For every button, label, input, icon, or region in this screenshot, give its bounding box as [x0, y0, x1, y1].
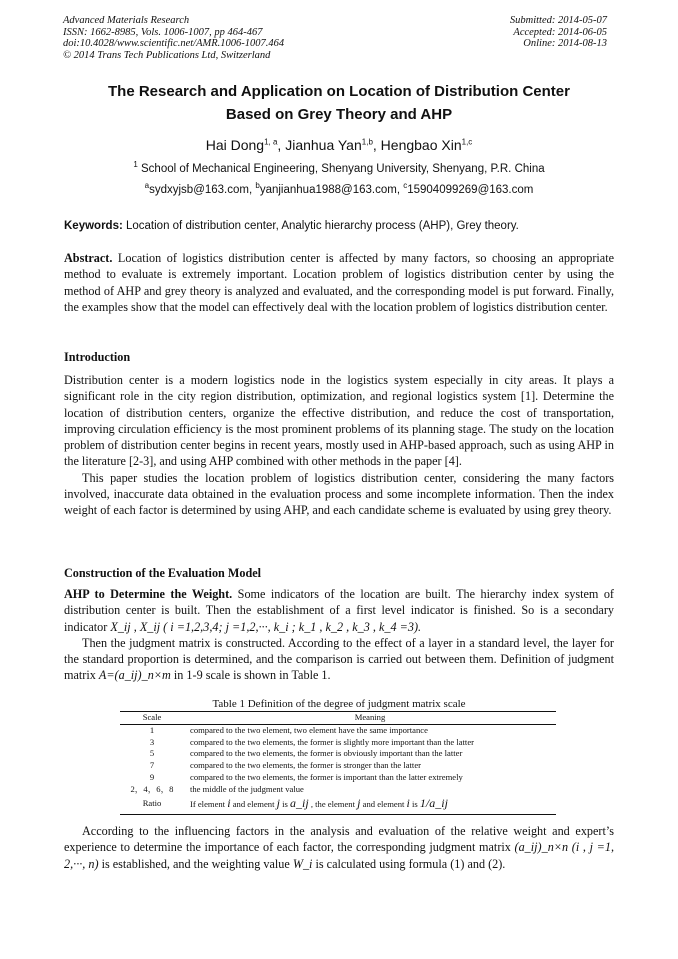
email-address: 15904099269@163.com — [407, 184, 534, 196]
closing-matrix-math: (a_ij)_n×n (i , j =1, 2,···, n) — [64, 840, 614, 871]
email-sup: a — [144, 181, 150, 191]
table-row — [120, 724, 556, 736]
ratio-var-j: j — [357, 795, 361, 810]
table-row — [120, 772, 556, 784]
ratio-var-j: j — [276, 795, 280, 810]
paper-title — [40, 80, 638, 126]
meaning-cell: compared to the two element, two element have the same importance — [190, 724, 428, 735]
scale-cell: 9 — [149, 771, 155, 782]
scale-cell: 1 — [149, 724, 155, 735]
abstract-text: Location of logistics distribution center is affected by many factors, so choosing an appropriate method to evaluate is extremely important. Location problem of logistics distribution center by using the method of AHP and grey theory is analyzed and evaluated, and the corresponding model is put forward. Finally, the examples show that the model can effectively deal with the location problem of logistics distribution center. — [64, 251, 614, 314]
meaning-cell — [184, 796, 556, 815]
date-submitted: Submitted: 2014-05-07 — [509, 15, 607, 26]
ratio-text: and element — [230, 798, 277, 809]
ahp-indicator-math: X_ij , X_ij ( i =1,2,3,4; j =1,2,···, k_i ; k_1 , k_2 , k_3 , k_4 =3). — [110, 619, 422, 634]
meaning-cell: compared to the two elements, the former is important than the latter extremely — [190, 771, 463, 782]
scale-cell: Ratio — [120, 796, 184, 815]
table-row — [120, 784, 556, 796]
meaning-cell: compared to the two elements, the former is stronger than the latter — [190, 760, 421, 771]
journal-doi: doi:10.4028/www.scientific.net/AMR.1006-1007.464 — [63, 38, 285, 50]
table-row — [120, 748, 556, 760]
author-name: Jianhua Yan — [285, 137, 362, 153]
judgment-tail: in 1-9 scale is shown in Table 1. — [170, 668, 331, 683]
affiliation — [40, 160, 638, 175]
ratio-text: and element — [360, 798, 407, 809]
author-name: Hai Dong — [205, 137, 265, 153]
scale-cell: 2，4，6，8 — [130, 783, 174, 794]
author-name: Hengbao Xin — [380, 137, 462, 153]
construction-heading: Construction of the Evaluation Model — [64, 566, 262, 580]
table-row — [120, 760, 556, 772]
email-list: $^a$sydxyjsb@163.com, $^b$yanjianhua1988@163.com, $^c$15904099269@163.com — [144, 181, 534, 196]
introduction-body — [64, 372, 614, 519]
ratio-text: is — [409, 798, 420, 809]
scale-table — [120, 711, 556, 815]
abstract — [64, 250, 614, 315]
scale-cell: 7 — [149, 760, 155, 771]
judgment-text: Then the judgment matrix is constructed. According to the effect of a layer in a standard level, the layer for the standard proportion is determined, and the comparison is carried out between them. Definition of judgment matrix — [64, 635, 614, 683]
journal-info — [63, 15, 284, 61]
email-sup: b — [255, 181, 260, 191]
meaning-cell: compared to the two elements, the former is slightly more important than the latter — [190, 736, 474, 747]
affiliation-text: School of Mechanical Engineering, Shenyang University, Shenyang, P.R. China — [141, 163, 545, 175]
scale-cell: 3 — [149, 736, 155, 747]
intro-paragraph-2: This paper studies the location problem of logistics distribution center, considering the many factors involved, inaccurate data obtained in the evaluation process and some incomplete information. Then the index weight of each factor is determined by using AHP, and each candidate scheme is evaluated by using grey theory. — [64, 470, 614, 518]
closing-body — [64, 823, 614, 872]
table-row — [120, 737, 556, 749]
ratio-expression: 1/a_ij — [419, 795, 448, 810]
keywords-label: Keywords: — [64, 220, 123, 232]
abstract-label: Abstract. — [64, 251, 113, 265]
ahp-text: Some indicators of the location are built. The hierarchy index system of distribution center is built. Then the establishment of a first level indicator is finished. So is a secondary indicator — [64, 587, 614, 634]
ratio-text: If element — [190, 798, 228, 809]
keywords-text: Location of distribution center, Analytic hierarchy process (AHP), Grey theory. — [122, 220, 519, 232]
table-header-scale: Scale — [120, 712, 184, 725]
meaning-cell: the middle of the judgment value — [190, 783, 304, 794]
ahp-lead: AHP to Determine the Weight. — [64, 587, 233, 601]
scale-cell: 5 — [149, 748, 155, 759]
ratio-var-aij: a_ij — [290, 795, 309, 810]
email-address: yanjianhua1988@163.com — [259, 184, 397, 196]
closing-text: According to the influencing factors in the analysis and evaluation of the relative weight and expert’s experience to determine the importance of each factor, the corresponding judgment matrix — [64, 824, 614, 855]
keywords — [64, 220, 616, 232]
email-address: sydxyjsb@163.com — [149, 184, 249, 196]
dates-info — [510, 15, 607, 50]
closing-mid: is established, and the weighting value — [98, 856, 293, 871]
author-sup: 1, a — [264, 137, 278, 147]
author-list: Hai Dong$^{1, a}$, Jianhua Yan$^{1,b}$, Hengbao Xin$^{1,c}$ — [205, 137, 473, 153]
title-line-2: Based on Grey Theory and AHP — [225, 106, 453, 123]
date-online: Online: 2014-08-13 — [523, 38, 607, 50]
closing-weight-var: W_i — [292, 856, 313, 871]
date-accepted: Accepted: 2014-06-05 — [513, 26, 607, 38]
table-caption: Table 1 Definition of the degree of judgment matrix scale — [212, 698, 466, 710]
meaning-cell: compared to the two elements, the former is obviously important than the latter — [190, 748, 463, 759]
ratio-var-i: i — [227, 795, 231, 810]
journal-issn: ISSN: 1662-8985, Vols. 1006-1007, pp 464-467 — [63, 26, 263, 38]
journal-name: Advanced Materials Research — [63, 15, 190, 26]
ratio-text: , the element — [308, 798, 358, 809]
table-row-ratio — [120, 796, 556, 815]
ratio-text: is — [279, 798, 291, 809]
author-sup: 1,c — [461, 137, 473, 147]
affiliation-sup: 1 — [133, 160, 138, 170]
closing-tail: is calculated using formula (1) and (2). — [312, 856, 506, 871]
ratio-var-i: i — [406, 795, 410, 810]
judgment-matrix-math: A=(a_ij)_n×m — [98, 668, 171, 683]
journal-copyright: © 2014 Trans Tech Publications Ltd, Switzerland — [63, 49, 271, 61]
email-sup: c — [403, 181, 408, 191]
introduction-heading: Introduction — [64, 350, 131, 364]
title-line-1: The Research and Application on Location of Distribution Center — [108, 83, 570, 100]
author-sup: 1,b — [361, 137, 373, 147]
table-header-meaning: Meaning — [184, 712, 556, 725]
intro-paragraph-1: Distribution center is a modern logistics node in the logistics system especially in city areas. It plays a significant role in the city region distribution, optimization, and regional logistics system [1]. Determine the location of distribution centers, organize the effective distribution, and reduce the cost of transportation, improving circulation efficiency is the most prominent problems of its planning stage. The study on the location problem of distribution center begins in recent years, mostly used in AHP-based approach, such as using AHP in the literature [2-3], and using AHP combined with other methods in the paper [4]. — [64, 373, 614, 469]
construction-body — [64, 586, 614, 684]
